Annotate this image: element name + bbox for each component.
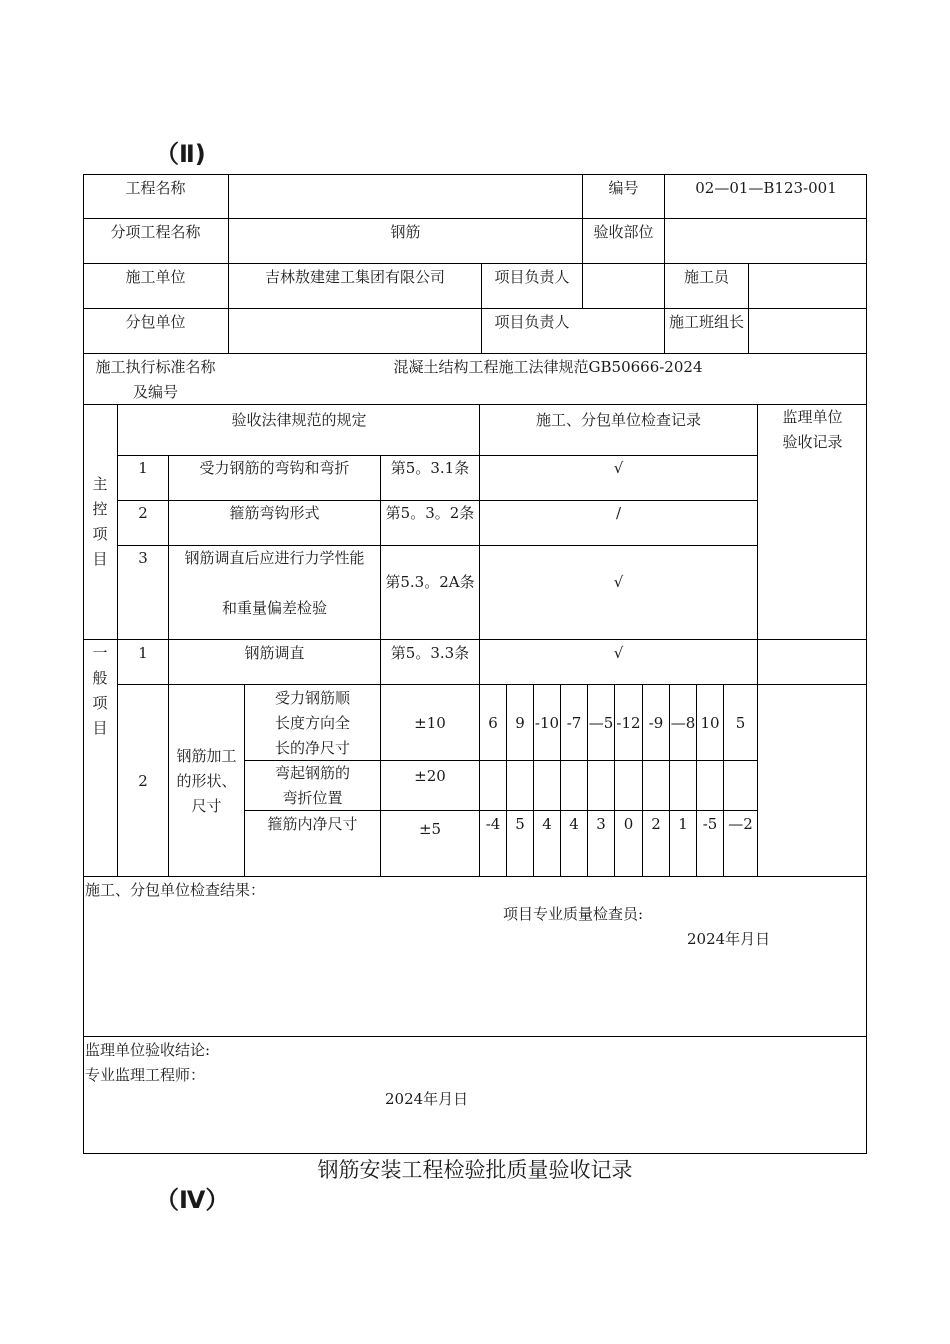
general-label-char: 般: [92, 669, 108, 687]
measurement-cell[interactable]: 1: [678, 815, 688, 833]
check-result-label: 施工、分包单位检查结果：: [85, 881, 266, 899]
col-divider: [228, 174, 229, 354]
subrow-b-desc-line1: 弯起钢筋的: [274, 764, 350, 782]
subrow-a-desc-line1: 受力钢筋顺: [274, 689, 350, 707]
main-control-label-char: 主: [92, 475, 108, 493]
general-item-2-group-line2: 的形状、: [176, 772, 237, 790]
general-label-char: 目: [92, 719, 108, 737]
row-divider: [83, 1036, 867, 1037]
main-item-1-no: 1: [138, 459, 148, 477]
main-item-3-desc-line2: 和重量偏差检验: [221, 599, 327, 617]
page-marker-top: （Ⅱ): [155, 140, 206, 168]
measurement-cell[interactable]: -10: [534, 714, 560, 732]
subrow-b-tolerance: ±20: [414, 767, 446, 785]
measurement-cell[interactable]: 6: [488, 714, 498, 732]
measurement-cell[interactable]: 3: [596, 815, 606, 833]
project-name-label: 工程名称: [125, 179, 186, 197]
check-result-date: 2024年月日: [687, 930, 771, 948]
main-item-2-clause: 第5。3。2条: [385, 504, 475, 522]
sub-project-manager-label: 项目负责人: [494, 313, 570, 331]
subrow-a-desc-line2: 长度方向全: [274, 714, 350, 732]
general-item-1-desc: 钢筋调直: [244, 644, 305, 662]
standard-label-line2: 及编号: [132, 383, 178, 401]
measurement-cell[interactable]: -9: [648, 714, 664, 732]
main-control-label-char: 目: [92, 550, 108, 568]
page-marker-bottom: （Ⅳ）: [155, 1186, 230, 1214]
subitem-label: 分项工程名称: [110, 223, 201, 241]
acceptance-part-label: 验收部位: [593, 223, 654, 241]
row-divider: [83, 263, 867, 264]
general-item-2-group-line1: 钢筋加工: [176, 747, 237, 765]
measurement-cell[interactable]: —8: [670, 714, 696, 732]
supervisor-column-header-2: 验收记录: [782, 433, 843, 451]
measurement-cell[interactable]: 4: [542, 815, 552, 833]
subrow-a-tolerance: ±10: [414, 714, 446, 732]
project-manager-label: 项目负责人: [494, 268, 570, 286]
subitem-value[interactable]: 钢筋: [390, 223, 421, 241]
row-divider: [83, 353, 867, 354]
row-divider: [83, 876, 867, 877]
main-item-2-desc: 箍筋弯钩形式: [229, 504, 320, 522]
supervisor-conclusion-label: 监理单位验收结论:: [85, 1041, 211, 1059]
general-item-1-clause: 第5。3.3条: [390, 644, 470, 662]
measurement-cell[interactable]: —2: [728, 815, 753, 833]
main-item-3-record[interactable]: √: [613, 573, 624, 591]
measurement-cell[interactable]: 4: [569, 815, 579, 833]
standard-label-line1: 施工执行标准名称: [95, 358, 216, 376]
col-divider: [748, 263, 749, 354]
quality-inspector-label: 项目专业质量检查员:: [503, 905, 644, 923]
main-control-label-char: 项: [92, 525, 108, 543]
measurement-cell[interactable]: -4: [485, 815, 501, 833]
main-item-3-no: 3: [138, 549, 148, 567]
measurement-cell[interactable]: 5: [515, 815, 525, 833]
conclusion-date: 2024年月日: [385, 1090, 469, 1108]
subcontractor-label: 分包单位: [125, 313, 186, 331]
code-value[interactable]: 02—01—B123-001: [695, 179, 837, 197]
measurement-cell[interactable]: 0: [623, 815, 634, 833]
measurement-cell[interactable]: 10: [700, 714, 720, 732]
measurement-cell[interactable]: -12: [616, 714, 641, 732]
main-item-1-record[interactable]: √: [613, 459, 624, 477]
subrow-c-tolerance: ±5: [418, 820, 442, 838]
measurement-cell[interactable]: 9: [515, 714, 525, 732]
contractor-label: 施工单位: [125, 268, 186, 286]
row-divider: [83, 639, 867, 640]
main-item-3-clause: 第5.3。2A条: [385, 573, 475, 591]
row-divider: [83, 308, 867, 309]
standard-value[interactable]: 混凝土结构工程施工法律规范GB50666-2024: [393, 358, 703, 376]
main-item-2-no: 2: [138, 504, 148, 522]
code-label: 编号: [608, 179, 639, 197]
measurement-cell[interactable]: 5: [735, 714, 746, 732]
supervising-engineer-label: 专业监理工程师：: [85, 1066, 206, 1084]
main-item-2-record[interactable]: /: [615, 504, 622, 522]
general-item-1-record[interactable]: √: [613, 644, 624, 662]
main-item-3-desc-line1: 钢筋调直后应进行力学性能: [184, 549, 365, 567]
main-item-1-clause: 第5。3.1条: [390, 459, 470, 477]
spec-column-header: 验收法律规范的规定: [231, 411, 367, 429]
check-column-header: 施工、分包单位检查记录: [535, 411, 701, 429]
measurement-cell[interactable]: —5: [588, 714, 614, 732]
worker-label: 施工员: [683, 268, 729, 286]
col-divider: [757, 404, 758, 876]
general-item-2-no: 2: [138, 772, 148, 790]
general-label-char: 项: [92, 694, 108, 712]
row-divider: [83, 404, 867, 405]
row-divider: [244, 810, 757, 811]
main-item-1-desc: 受力钢筋的弯钩和弯折: [199, 459, 350, 477]
measurement-cell[interactable]: -7: [566, 714, 582, 732]
general-label-char: 一: [92, 644, 108, 662]
subrow-c-desc: 箍筋内净尺寸: [267, 815, 358, 833]
general-item-2-group-line3: 尺寸: [191, 797, 222, 815]
contractor-value[interactable]: 吉林敖建建工集团有限公司: [264, 268, 445, 286]
team-leader-label: 施工班组长: [668, 313, 744, 331]
general-item-1-no: 1: [138, 644, 148, 662]
main-control-label-char: 控: [92, 500, 108, 518]
row-divider: [117, 684, 867, 685]
subrow-b-desc-line2: 弯折位置: [282, 789, 343, 807]
row-divider: [83, 218, 867, 219]
form-title: 钢筋安装工程检验批质量验收记录: [317, 1158, 633, 1182]
subrow-a-desc-line3: 长的净尺寸: [274, 739, 350, 757]
measurement-cell[interactable]: 2: [651, 815, 661, 833]
measurement-cell[interactable]: -5: [702, 815, 718, 833]
supervisor-column-header-1: 监理单位: [782, 408, 843, 426]
